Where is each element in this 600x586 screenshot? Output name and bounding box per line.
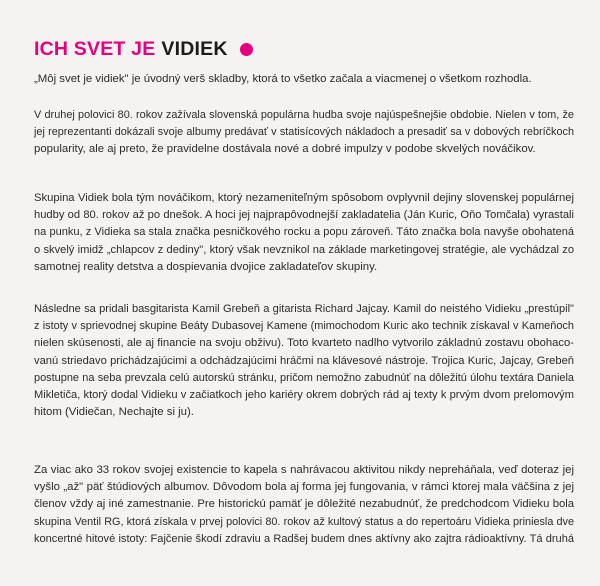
text-line: Za viac ako 33 rokov svojej existencie to kapela s nahrávacou aktivitou nikdy nepreháňala, veď doteraz jej — [34, 464, 574, 476]
text-line: Skupina Vidiek bola tým nováčikom, ktorý nezameniteľným spôsobom ovplyvnil dejiny slovenskej populárnej — [34, 192, 574, 204]
text-line: samotnej reality detstva a dospievania dvojice zakladateľov skupiny. — [34, 260, 378, 273]
text-line: „Môj svet je vidiek" je úvodný verš skladby, ktorá to všetko začala a viacmenej o všetkom rozhodla. — [34, 73, 532, 85]
text-line: V druhej polovici 80. rokov zažívala slovenská populárna hudba svoje najúspešnejšie obdobie. Nielen v tom, že — [34, 109, 574, 121]
text-line: členov vždy aj iné zamestnanie. Pre historickú pamäť je dôležité nezabudnúť, že predchodcom Vidieku bola — [34, 498, 574, 511]
text-line: Následne sa pridali basgitarista Kamil Grebeň a gitarista Richard Jajcay. Kamil do neistého Vidieku „prestúpil" — [34, 303, 574, 315]
text-line: hudby od 80. rokov až po dnešok. A hoci jej najprapôvodnejší zakladatelia (Ján Kuric, Oňo Tomčala) vyrastali — [34, 209, 574, 222]
pink-dot-icon — [240, 43, 253, 56]
page-title — [34, 36, 253, 62]
paragraph-80s-music — [34, 107, 574, 159]
paragraph-intro — [34, 71, 574, 88]
text-line: o skvelý imidž „chlapcov z dediny", ktorý však nevznikol na základe marketingovej stratégie, ale vychádzal zo — [34, 243, 574, 256]
text-line: jej reprezentanti dokázali svoje albumy predávať v statisícových nákladoch a presadiť sa v dobových rebríčkoch — [34, 126, 574, 139]
paragraph-history — [34, 462, 574, 548]
text-line: postupne na seba prevzala celú autorskú stránku, pričom nemožno zabudnúť na dôležitú úlohu textára Daniela — [34, 371, 574, 384]
text-line: popularity, ale aj preto, že pravidelne dostávala nové a dobré impulzy v podobe skvelých nováčikov. — [34, 143, 536, 156]
paragraph-band-origin — [34, 190, 574, 276]
paragraph-lineup — [34, 301, 574, 421]
text-line: na punku, z Vidieka sa stala značka pesničkového rocku a popu zároveň. Táto značka bola navyše obohatená — [34, 226, 574, 239]
text-line: skupina Ventil RG, ktorá získala v prvej polovici 80. rokov až kultový status a do repertoáru Vidieka priniesla dve — [34, 515, 574, 528]
text-line: vyšlo „až" päť štúdiových albumov. Dôvodom bola aj forma jej fungovania, v rámci ktorej mala väčšina z jej — [34, 481, 574, 494]
text-line: hitom (Vidiečan, Nechajte si ju). — [34, 406, 194, 419]
text-line: Mikletiča, ktorý dodal Vidieku v začiatkoch jeho kariéry okrem dobrých rád aj texty k prvým dvom prelomovým — [34, 389, 574, 402]
title-accent-text: ICH SVET JE — [34, 37, 156, 60]
text-line: z istoty v sprievodnej skupine Beáty Dubasovej Kamene (mimochodom Kuric ako technik získaval v Kameňoch — [34, 320, 574, 333]
text-line: nielen skúsenosti, ale aj financie na svoju obživu). Toto kvarteto nadlho vytvorilo základnú zostavu obohaco- — [34, 337, 574, 350]
title-main-text: VIDIEK — [161, 37, 228, 60]
text-line: koncertné hitové istoty: Fajčenie škodí zdraviu a Radšej budem dnes aktívny ako zajtra rádioaktívny. Tá druhá — [34, 532, 574, 545]
text-line: vanú striedavo prichádzajúcimi a odchádzajúcimi hráčmi na klávesové nástroje. Trojica Kuric, Jajcay, Grebeň — [34, 354, 574, 367]
